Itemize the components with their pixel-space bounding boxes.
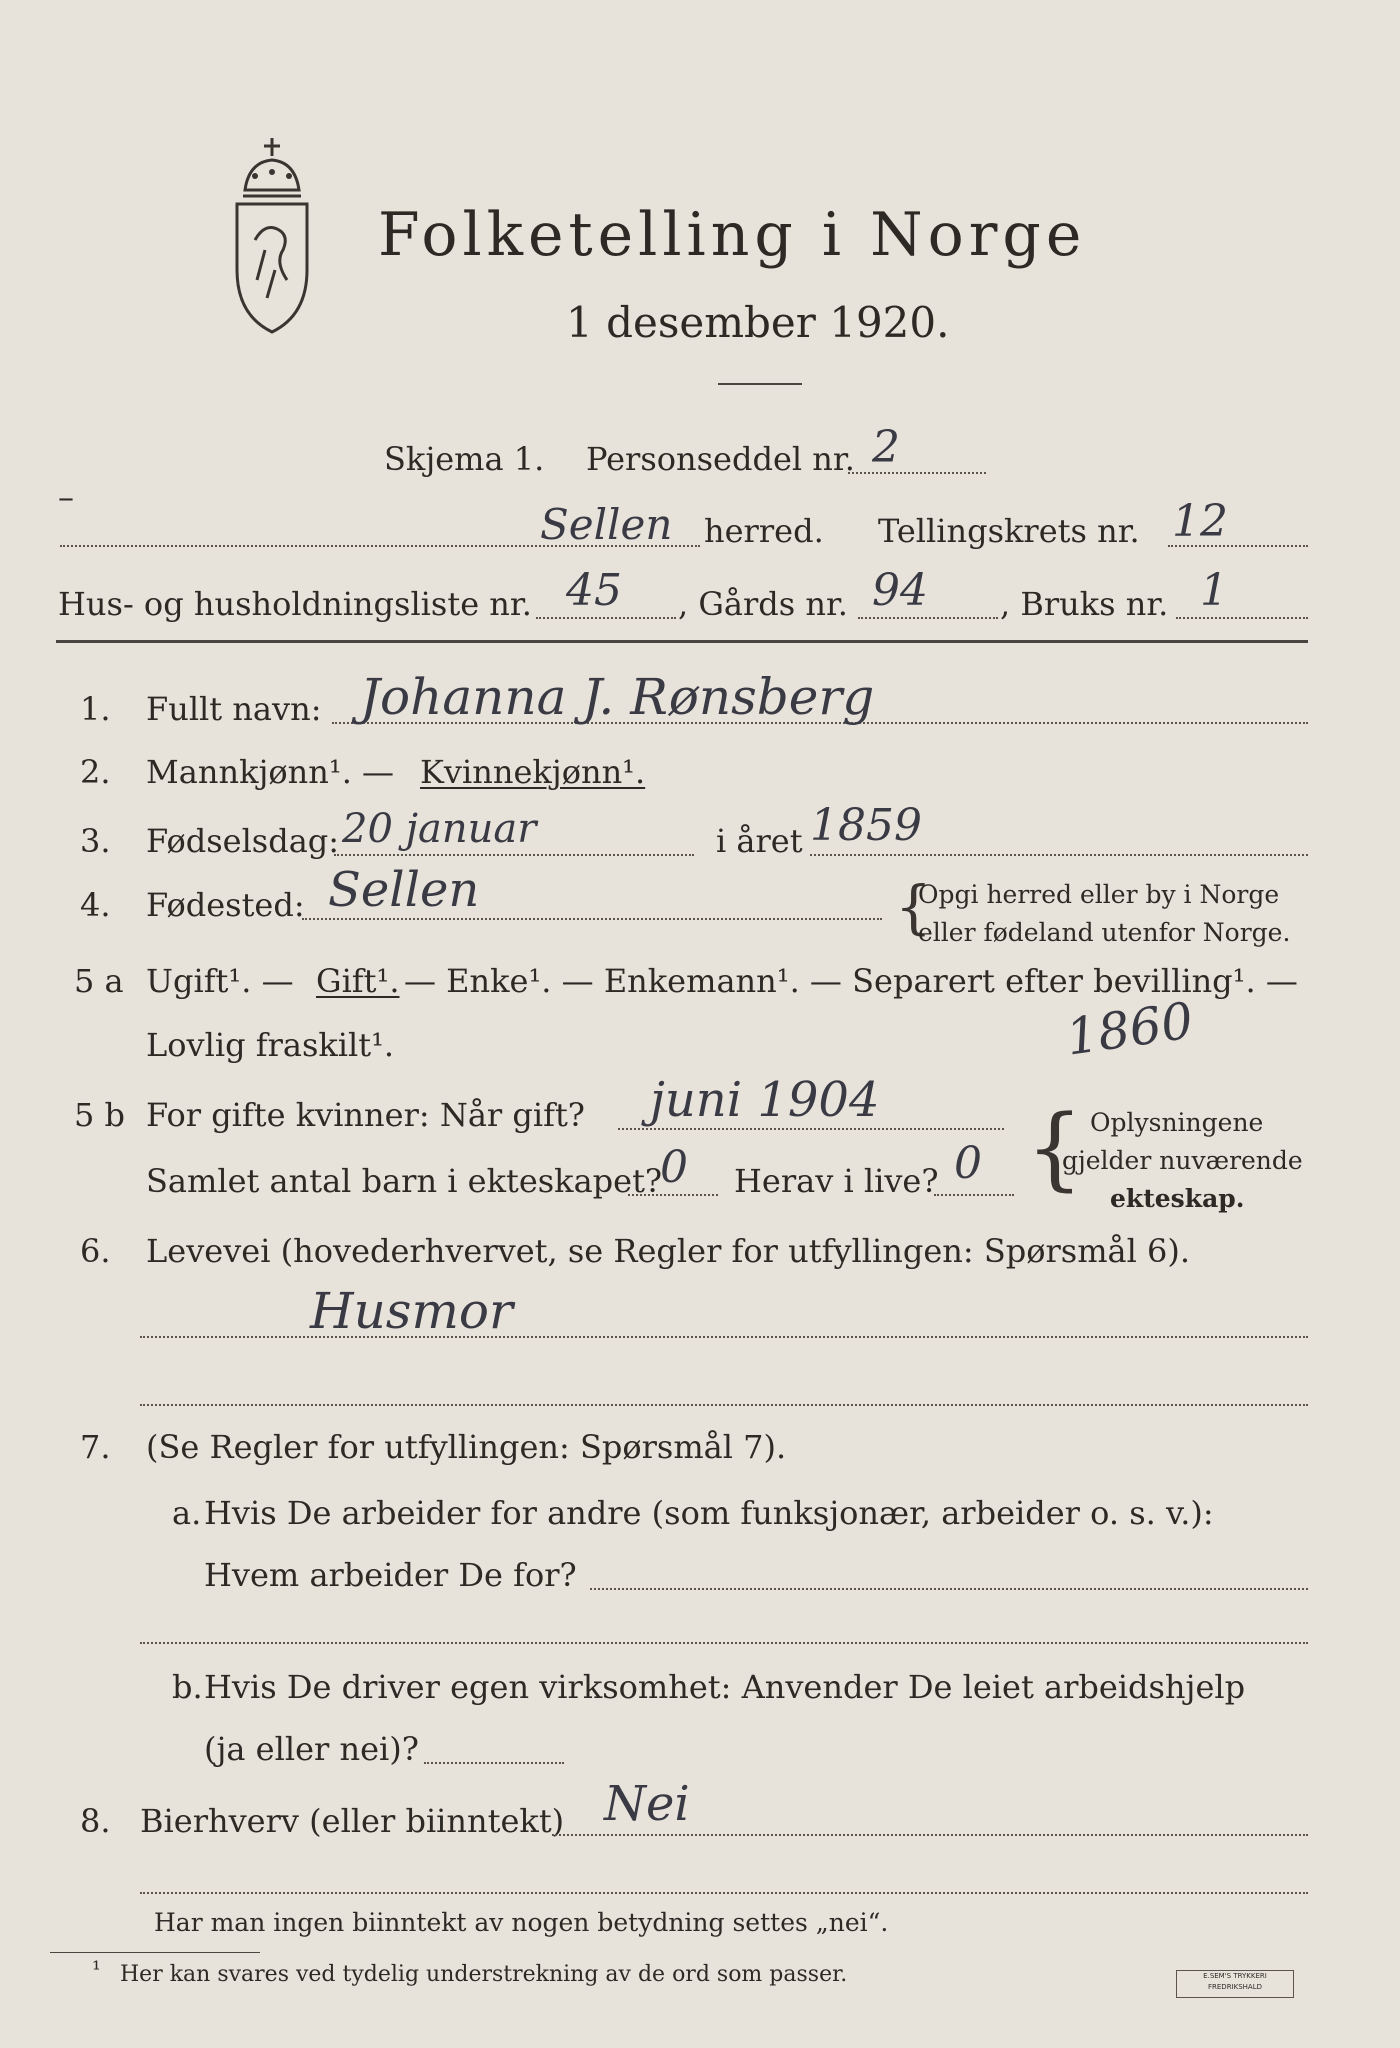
- tellingskrets-answer[interactable]: 12: [1172, 496, 1228, 547]
- q5a-gift: [316, 962, 400, 1000]
- q3-number: 3.: [80, 822, 111, 860]
- q4-answer[interactable]: Sellen: [328, 862, 480, 918]
- q5b-barn-answer[interactable]: 0: [660, 1142, 688, 1193]
- q4-label: Fødested:: [146, 886, 305, 924]
- personseddel-line: [848, 472, 986, 474]
- personseddel-label: Personseddel nr.: [586, 440, 855, 478]
- q3-year-label: i året: [716, 822, 803, 860]
- q5b-label: For gifte kvinner: Når gift?: [146, 1096, 585, 1134]
- q8-line2: [140, 1892, 1308, 1894]
- q4-number: 4.: [80, 886, 111, 924]
- q2-kvinnekjonn: [420, 753, 645, 791]
- q8-answer[interactable]: Nei: [604, 1776, 690, 1832]
- q2-number: 2.: [80, 753, 111, 791]
- q5a-margin-note: 1860: [1062, 991, 1197, 1067]
- q5b-ilive-line: [934, 1194, 1014, 1196]
- form-title: Folketelling i Norge: [378, 200, 1087, 270]
- header-divider: [56, 640, 1308, 643]
- q7b-text: Hvis De driver egen virksomhet: Anvender De leiet arbeidshjelp: [204, 1668, 1246, 1706]
- printer-stamp-line2: FREDRIKSHALD: [1207, 1983, 1262, 1991]
- q6-number: 6.: [80, 1232, 111, 1270]
- bruks-line: [1176, 617, 1308, 619]
- footnote-text: Her kan svares ved tydelig understrekning av de ord som passer.: [120, 1962, 848, 1987]
- footnote-mark: ¹: [92, 1958, 101, 1983]
- q1-answer[interactable]: Johanna J. Rønsberg: [360, 668, 875, 726]
- q2-kvinnekjonn-underlined: Kvinnekjønn¹.: [420, 753, 646, 791]
- q5b-number: 5 b: [74, 1096, 126, 1134]
- q5a-fraskilt: Lovlig fraskilt¹.: [146, 1026, 395, 1064]
- q1-label: Fullt navn:: [146, 690, 322, 728]
- q5b-barn-label: Samlet antal barn i ekteskapet?: [146, 1162, 663, 1200]
- gards-answer[interactable]: 94: [872, 565, 928, 616]
- q3-year-line: [810, 854, 1308, 856]
- q1-number: 1.: [80, 690, 111, 728]
- q7a-line1[interactable]: [590, 1588, 1308, 1590]
- q7a-line2[interactable]: [140, 1642, 1308, 1644]
- q5a-ugift: Ugift¹. —: [146, 962, 294, 1000]
- q7b-question: (ja eller nei)?: [204, 1730, 419, 1768]
- q5b-gift-answer[interactable]: juni 1904: [650, 1072, 880, 1128]
- footnote-rule: [50, 1952, 260, 1953]
- q6-line1: [140, 1336, 1308, 1338]
- coat-of-arms-icon: [215, 130, 330, 340]
- form-date: 1 desember 1920.: [566, 298, 950, 347]
- q7b-line[interactable]: [424, 1762, 564, 1764]
- q6-answer[interactable]: Husmor: [310, 1282, 513, 1340]
- husliste-label: Hus- og husholdningsliste nr.: [58, 585, 532, 623]
- q7-number: 7.: [80, 1428, 111, 1466]
- margin-mark: –: [58, 478, 74, 516]
- q7a-letter: a.: [172, 1494, 202, 1532]
- q4-note-brace: {: [895, 873, 932, 941]
- q4-note-line1: Opgi herred eller by i Norge: [918, 880, 1280, 909]
- q5b-note-line1: Oplysningene: [1090, 1108, 1264, 1137]
- q5a-gift-underlined: Gift¹.: [316, 962, 400, 1000]
- bruks-label: , Bruks nr.: [1000, 585, 1169, 623]
- q7a-text: Hvis De arbeider for andre (som funksjonær, arbeider o. s. v.):: [204, 1494, 1214, 1532]
- herred-label: herred.: [704, 512, 824, 550]
- q8-number: 8.: [80, 1802, 111, 1840]
- personseddel-answer[interactable]: 2: [872, 422, 900, 473]
- q4-note-line2: eller fødeland utenfor Norge.: [918, 918, 1291, 947]
- q4-line: [302, 918, 882, 920]
- q2-mannkjonn: Mannkjønn¹. —: [146, 753, 395, 791]
- printer-stamp: [1176, 1970, 1294, 1998]
- title-rule: [718, 383, 802, 385]
- q3-line: [334, 854, 694, 856]
- q3-label: Fødselsdag:: [146, 822, 340, 860]
- q6-label: Levevei (hovederhvervet, se Regler for utfyllingen: Spørsmål 6).: [146, 1232, 1191, 1270]
- q5b-gift-line: [618, 1128, 1004, 1130]
- q8-label: Bierhverv (eller biinntekt): [140, 1802, 565, 1840]
- q3-year-answer[interactable]: 1859: [810, 800, 922, 851]
- q5b-note-line2: gjelder nuværende: [1062, 1146, 1303, 1175]
- q7b-letter: b.: [172, 1668, 203, 1706]
- q5b-note-line3: ekteskap.: [1110, 1184, 1245, 1213]
- q8-line1: [552, 1834, 1308, 1836]
- q5b-barn-line: [628, 1194, 718, 1196]
- gards-label: , Gårds nr.: [678, 585, 848, 623]
- q7a-question: Hvem arbeider De for?: [204, 1556, 577, 1594]
- q5b-note-brace: {: [1026, 1096, 1084, 1201]
- q5a-number: 5 a: [74, 962, 124, 1000]
- tellingskrets-label: Tellingskrets nr.: [878, 512, 1140, 550]
- husliste-line: [536, 617, 676, 619]
- q6-line2: [140, 1404, 1308, 1406]
- footer-note: Har man ingen biinntekt av nogen betydning settes „nei“.: [154, 1908, 889, 1937]
- herred-answer[interactable]: Sellen: [540, 500, 673, 549]
- q7-label: (Se Regler for utfyllingen: Spørsmål 7).: [146, 1428, 787, 1466]
- husliste-answer[interactable]: 45: [566, 565, 622, 616]
- gards-line: [858, 617, 998, 619]
- q5b-ilive-label: Herav i live?: [734, 1162, 939, 1200]
- q3-answer[interactable]: 20 januar: [342, 806, 537, 852]
- skjema-label: Skjema 1.: [384, 440, 545, 478]
- bruks-answer[interactable]: 1: [1200, 565, 1228, 616]
- printer-stamp-line1: E.SEM'S TRYKKERI: [1203, 1972, 1267, 1980]
- q5a-options: — Enke¹. — Enkemann¹. — Separert efter bevilling¹. —: [404, 962, 1298, 1000]
- q5b-ilive-answer[interactable]: 0: [954, 1138, 982, 1189]
